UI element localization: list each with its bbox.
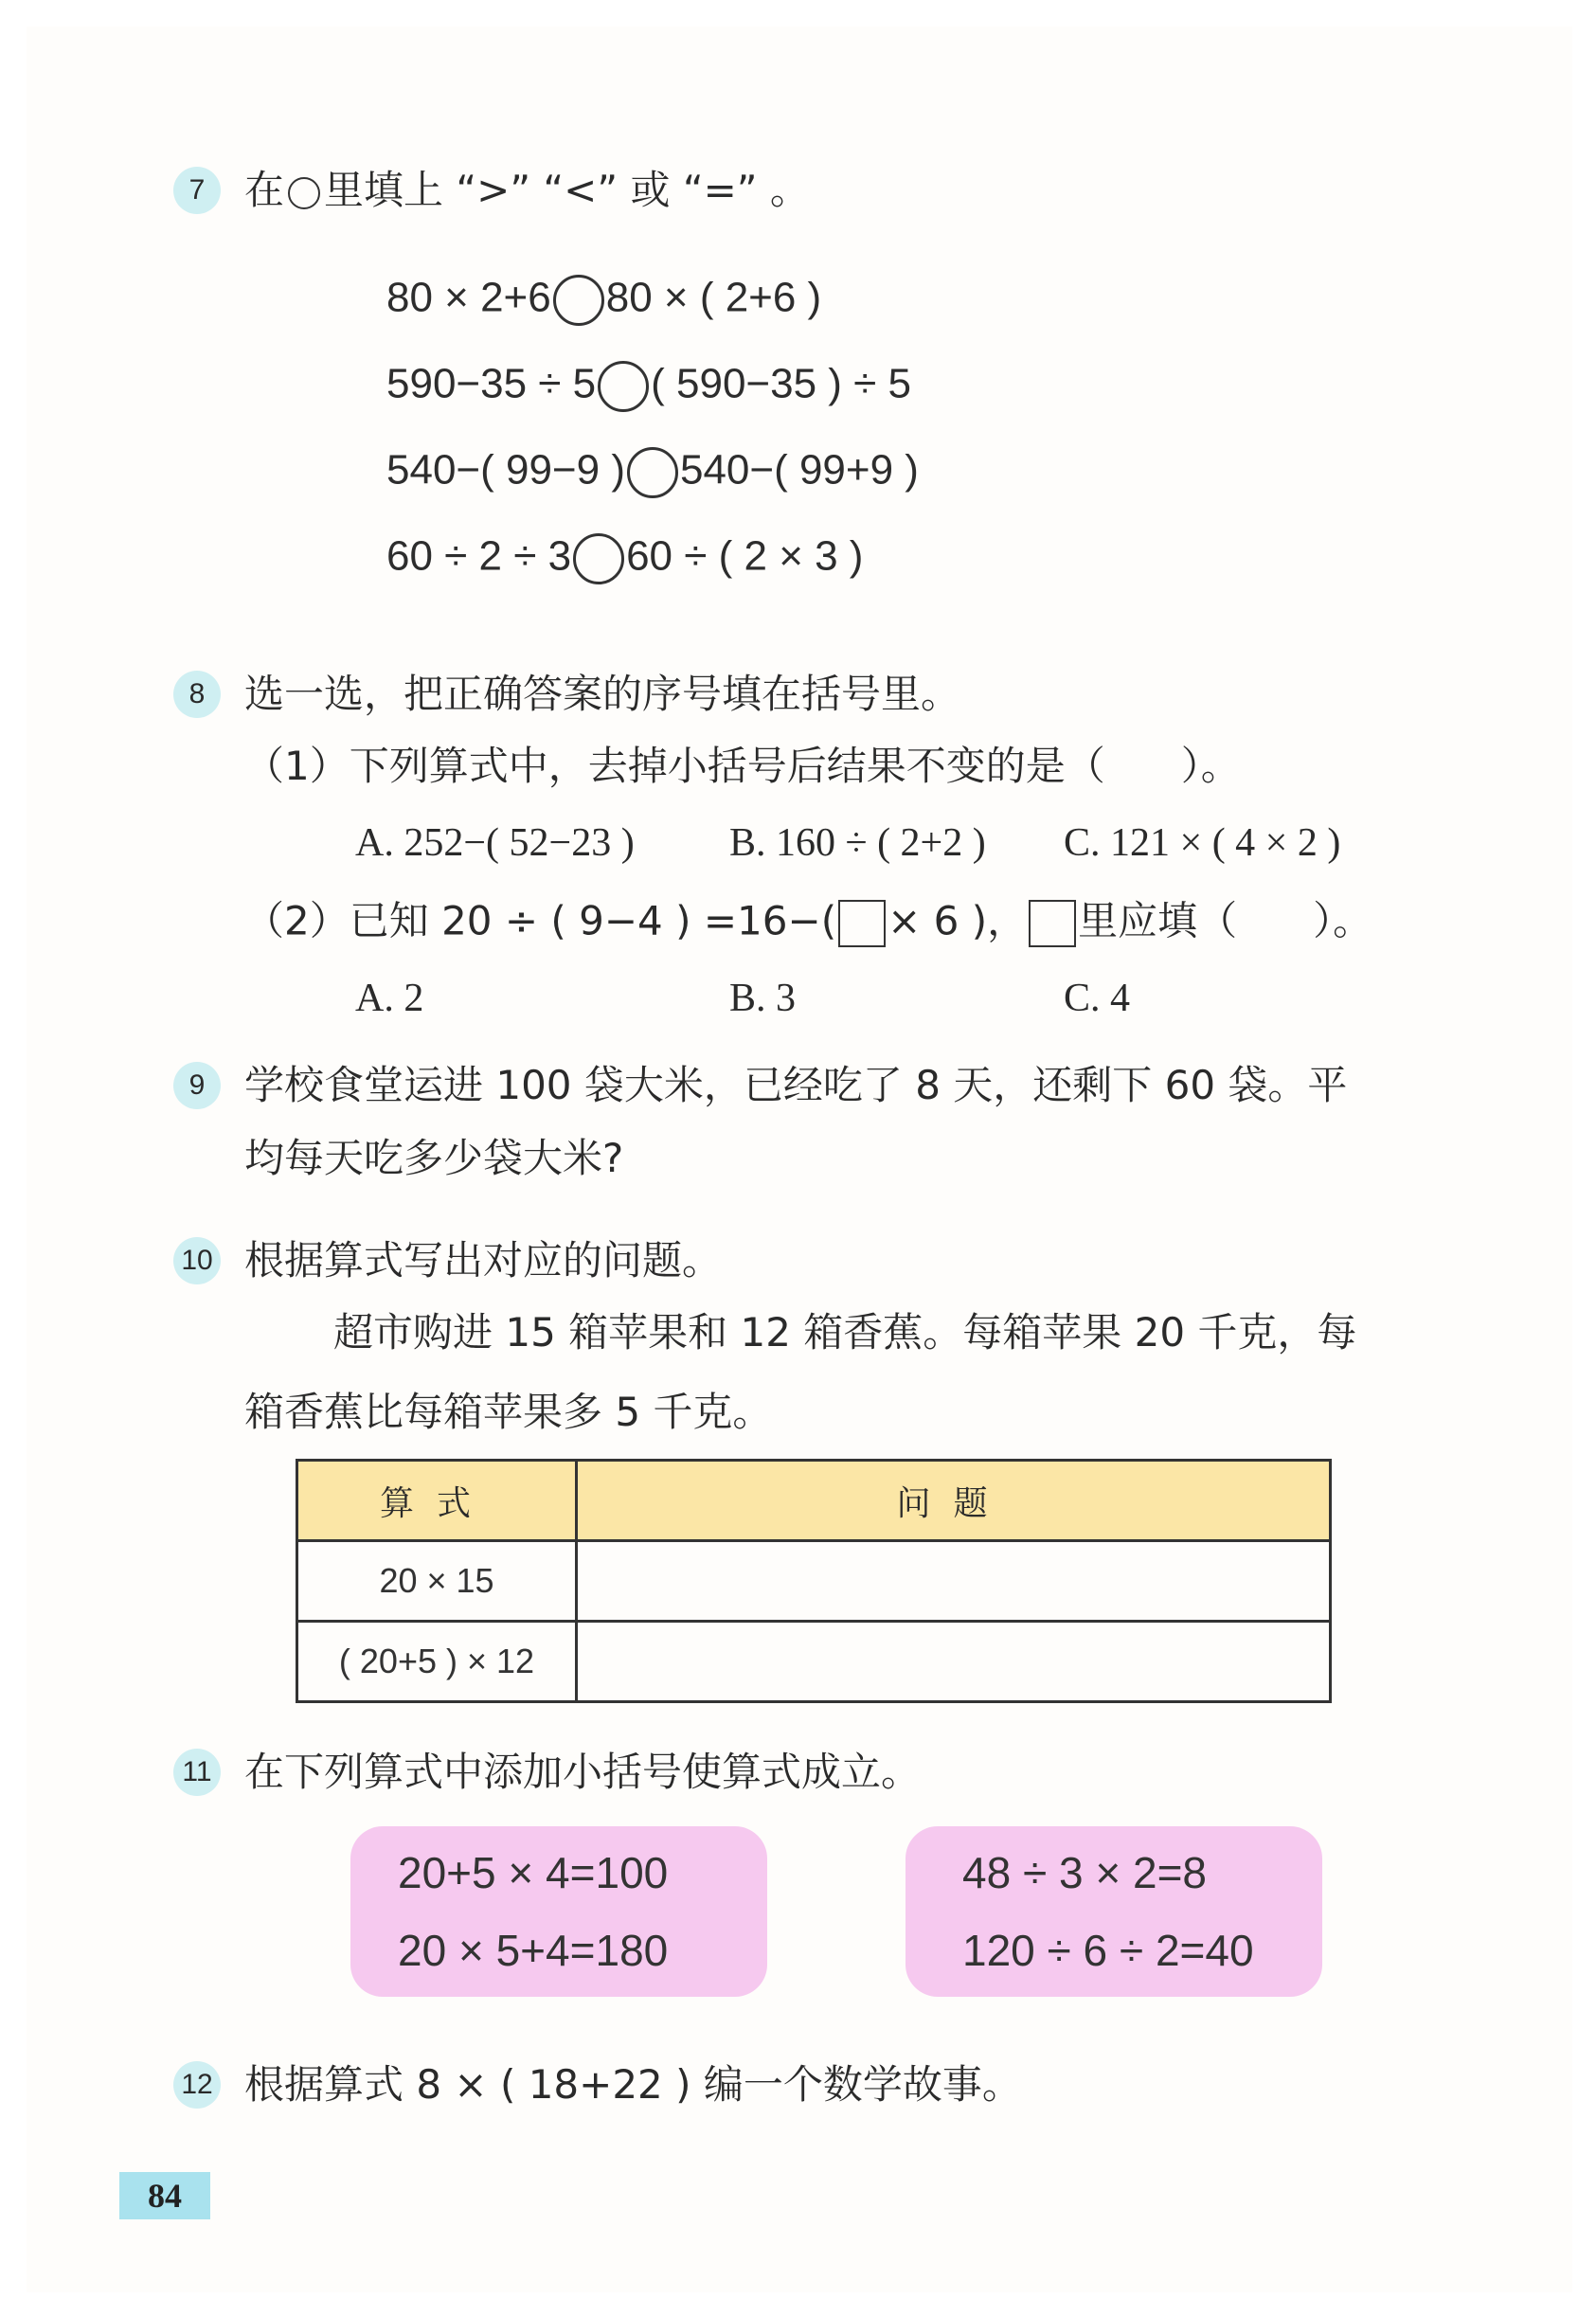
- q7-item-right: ( 590−35 ) ÷ 5: [651, 360, 911, 407]
- table-row: [297, 1541, 1331, 1622]
- table-cell-expression: ( 20+5 ) × 12: [297, 1622, 577, 1702]
- compare-circle[interactable]: [573, 533, 624, 584]
- q8-instruction: 选一选，把正确答案的序号填在括号里。: [244, 671, 961, 717]
- q7-item-right: 540−( 99+9 ): [679, 446, 919, 494]
- table-header-row: [297, 1461, 1331, 1541]
- table-cell-question[interactable]: [577, 1541, 1331, 1622]
- q8-part2-prompt-a: （2）已知 20 ÷ ( 9−4 ) =16−(: [244, 897, 837, 944]
- q10-context-line2: 箱香蕉比每箱苹果多 5 千克。: [244, 1389, 773, 1435]
- question-number-badge: 9: [173, 1062, 221, 1109]
- q7-item-right: 60 ÷ ( 2 × 3 ): [626, 532, 864, 580]
- question-number-badge: 8: [173, 671, 221, 718]
- compare-circle[interactable]: [598, 361, 649, 412]
- q8-part1-option-a: A. 252−( 52−23 ): [355, 821, 635, 865]
- q7-instruction-post: 里填上 “>” “<” 或 “=” 。: [324, 167, 810, 213]
- q8-part2-option-b: B. 3: [729, 977, 797, 1020]
- q9-line1: 学校食堂运进 100 袋大米，已经吃了 8 天，还剩下 60 袋。平: [244, 1062, 1348, 1108]
- equation-line: 20+5 × 4=100: [398, 1848, 669, 1897]
- question-number-badge: 11: [173, 1749, 221, 1796]
- q7-item-left: 80 × 2+6: [386, 274, 551, 321]
- q10-context-line1: 超市购进 15 箱苹果和 12 箱香蕉。每箱苹果 20 千克，每: [333, 1309, 1357, 1355]
- q7-instruction-pre: 在: [244, 167, 285, 213]
- square-blank[interactable]: [838, 900, 886, 947]
- q8-part2-option-a: A. 2: [355, 977, 424, 1020]
- expression-question-table: [296, 1459, 1332, 1703]
- table-header-question: 问题: [577, 1461, 1331, 1541]
- q8-part2-prompt-end: ）。: [1313, 897, 1373, 944]
- q10-instruction: 根据算式写出对应的问题。: [244, 1237, 723, 1284]
- q8-part1-option-c: C. 121 × ( 4 × 2 ): [1064, 821, 1341, 865]
- table-cell-question[interactable]: [577, 1622, 1331, 1702]
- q8-part2-prompt-c: 里应填（: [1078, 897, 1238, 944]
- q7-item: [386, 275, 821, 326]
- equation-line: 120 ÷ 6 ÷ 2=40: [962, 1926, 1254, 1975]
- q7-item-left: 540−( 99−9 ): [386, 446, 625, 494]
- q7-item-right: 80 × ( 2+6 ): [605, 274, 822, 321]
- q9-line2: 均每天吃多少袋大米?: [244, 1135, 624, 1181]
- circle-icon: [288, 177, 320, 209]
- compare-circle[interactable]: [553, 275, 604, 326]
- q7-item-left: 60 ÷ 2 ÷ 3: [386, 532, 572, 580]
- q8-part1-prompt-text: （1）下列算式中，去掉小括号后结果不变的是（: [244, 743, 1105, 789]
- q8-part2-prompt: [244, 897, 1373, 947]
- q12-instruction: 根据算式 8 × ( 18+22 ) 编一个数学故事。: [244, 2061, 1022, 2108]
- q7-item-left: 590−35 ÷ 5: [386, 360, 597, 407]
- question-number-badge: 12: [173, 2061, 221, 2109]
- q8-part2-prompt-b: × 6 )，: [888, 897, 1028, 944]
- question-number-badge: 7: [173, 167, 221, 214]
- table-header-expression: 算式: [297, 1461, 577, 1541]
- table-row: [297, 1622, 1331, 1702]
- q7-instruction: [244, 167, 810, 213]
- equation-line: 20 × 5+4=180: [398, 1926, 669, 1975]
- table-cell-expression: 20 × 15: [297, 1541, 577, 1622]
- q7-item: [386, 361, 911, 412]
- q8-part2-option-c: C. 4: [1064, 977, 1131, 1020]
- q8-part1-prompt: [244, 743, 1241, 789]
- q7-item: [386, 533, 863, 584]
- question-number-badge: 10: [173, 1237, 221, 1284]
- q8-part1-prompt-end: ）。: [1180, 743, 1241, 789]
- q11-instruction: 在下列算式中添加小括号使算式成立。: [244, 1749, 922, 1795]
- q7-item: [386, 447, 919, 498]
- q8-part1-option-b: B. 160 ÷ ( 2+2 ): [729, 821, 986, 865]
- compare-circle[interactable]: [627, 447, 678, 498]
- page-number: 84: [119, 2172, 210, 2219]
- equation-line: 48 ÷ 3 × 2=8: [962, 1848, 1208, 1897]
- square-icon: [1029, 900, 1076, 947]
